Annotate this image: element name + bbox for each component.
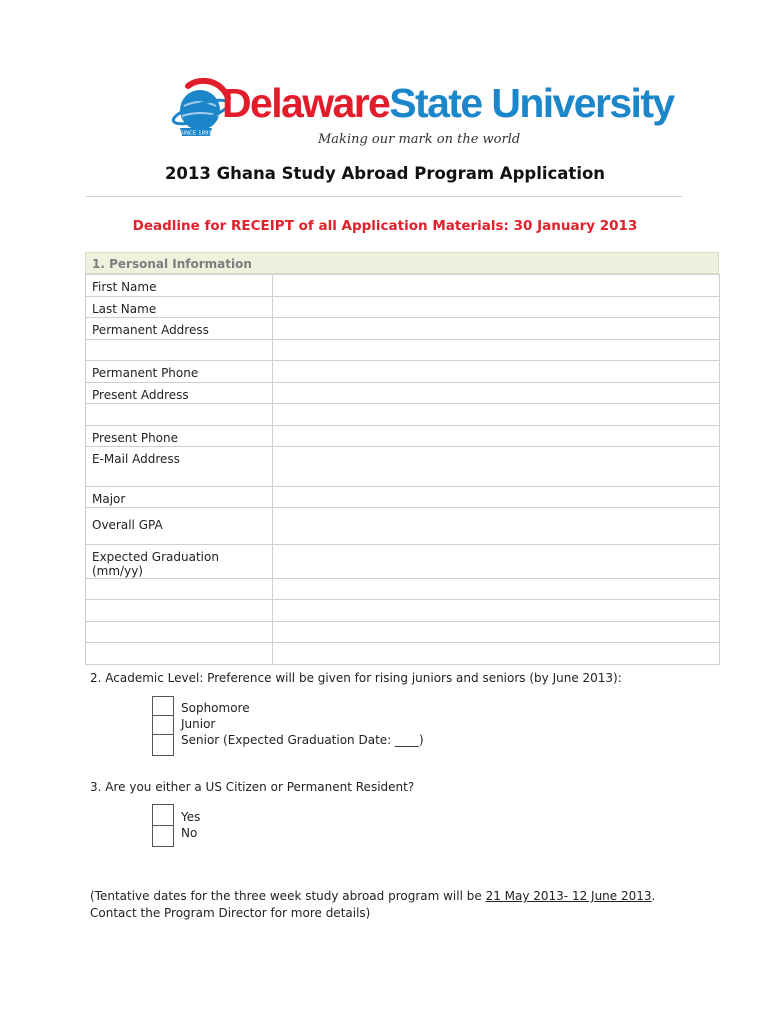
logo-word-delaware: Delaware: [222, 80, 390, 126]
table-row: [86, 340, 720, 361]
field-label: Permanent Address: [86, 318, 273, 340]
yes-label: Yes: [181, 810, 201, 824]
table-row: [86, 383, 720, 404]
field-label: Expected Graduation (mm/yy): [86, 545, 273, 579]
field-label: [86, 600, 273, 622]
logo-badge: SINCE 1891: [179, 130, 213, 137]
table-row: [86, 426, 720, 447]
table-row: [86, 404, 720, 426]
no-label: No: [181, 826, 198, 840]
table-row: [86, 579, 720, 600]
no-checkbox[interactable]: [152, 825, 174, 847]
extra-field[interactable]: [273, 622, 720, 643]
field-label: E-Mail Address: [86, 447, 273, 487]
permanent-address-field[interactable]: [273, 318, 720, 340]
field-label: Last Name: [86, 297, 273, 318]
extra-field[interactable]: [273, 643, 720, 665]
field-label: First Name: [86, 275, 273, 297]
university-logo: [170, 76, 674, 156]
field-label: Present Phone: [86, 426, 273, 447]
field-label: [86, 622, 273, 643]
field-label: Present Address: [86, 383, 273, 404]
senior-label: Senior (Expected Graduation Date: ____): [181, 733, 424, 747]
present-address-line2-field[interactable]: [273, 404, 720, 426]
field-label: Overall GPA: [86, 508, 273, 545]
table-row: [86, 361, 720, 383]
table-row: [86, 643, 720, 665]
permanent-address-line2-field[interactable]: [273, 340, 720, 361]
table-row: [86, 318, 720, 340]
table-row: [86, 508, 720, 545]
table-row: [86, 487, 720, 508]
major-field[interactable]: [273, 487, 720, 508]
citizenship-question: 3. Are you either a US Citizen or Permanent Resident?: [90, 780, 415, 794]
program-dates-note: [90, 888, 690, 922]
table-row: [86, 600, 720, 622]
sophomore-label: Sophomore: [181, 701, 250, 715]
field-label: [86, 404, 273, 426]
expected-graduation-field[interactable]: [273, 545, 720, 579]
extra-field[interactable]: [273, 579, 720, 600]
gpa-field[interactable]: [273, 508, 720, 545]
last-name-field[interactable]: [273, 297, 720, 318]
field-label: Major: [86, 487, 273, 508]
field-label: [86, 579, 273, 600]
page-title: 2013 Ghana Study Abroad Program Application: [164, 164, 606, 183]
personal-info-heading: 1. Personal Information: [85, 252, 719, 274]
logo-wordmark: [222, 81, 674, 125]
present-address-field[interactable]: [273, 383, 720, 404]
yes-checkbox[interactable]: [152, 804, 174, 826]
table-row: [86, 622, 720, 643]
academic-level-question: 2. Academic Level: Preference will be given for rising juniors and seniors (by June 2013):: [90, 671, 622, 685]
first-name-field[interactable]: [273, 275, 720, 297]
title-divider: [86, 196, 682, 197]
table-row: [86, 275, 720, 297]
logo-tagline: Making our mark on the world: [318, 132, 521, 147]
permanent-phone-field[interactable]: [273, 361, 720, 383]
email-field[interactable]: [273, 447, 720, 487]
field-label: [86, 340, 273, 361]
junior-label: Junior: [181, 717, 216, 731]
table-row: [86, 297, 720, 318]
senior-checkbox[interactable]: [152, 734, 174, 756]
field-label: [86, 643, 273, 665]
field-label: Permanent Phone: [86, 361, 273, 383]
table-row: [86, 447, 720, 487]
extra-field[interactable]: [273, 600, 720, 622]
table-row: [86, 545, 720, 579]
deadline-notice: Deadline for RECEIPT of all Application Materials: 30 January 2013: [132, 218, 638, 234]
logo-word-state-university: State University: [389, 80, 674, 126]
program-dates: 21 May 2013- 12 June 2013: [485, 889, 652, 903]
note-prefix: (Tentative dates for the three week study abroad program will be: [90, 889, 486, 903]
present-phone-field[interactable]: [273, 426, 720, 447]
note-suffix: . Contact the Program Director for more details): [90, 889, 656, 920]
personal-info-table: [85, 274, 720, 665]
